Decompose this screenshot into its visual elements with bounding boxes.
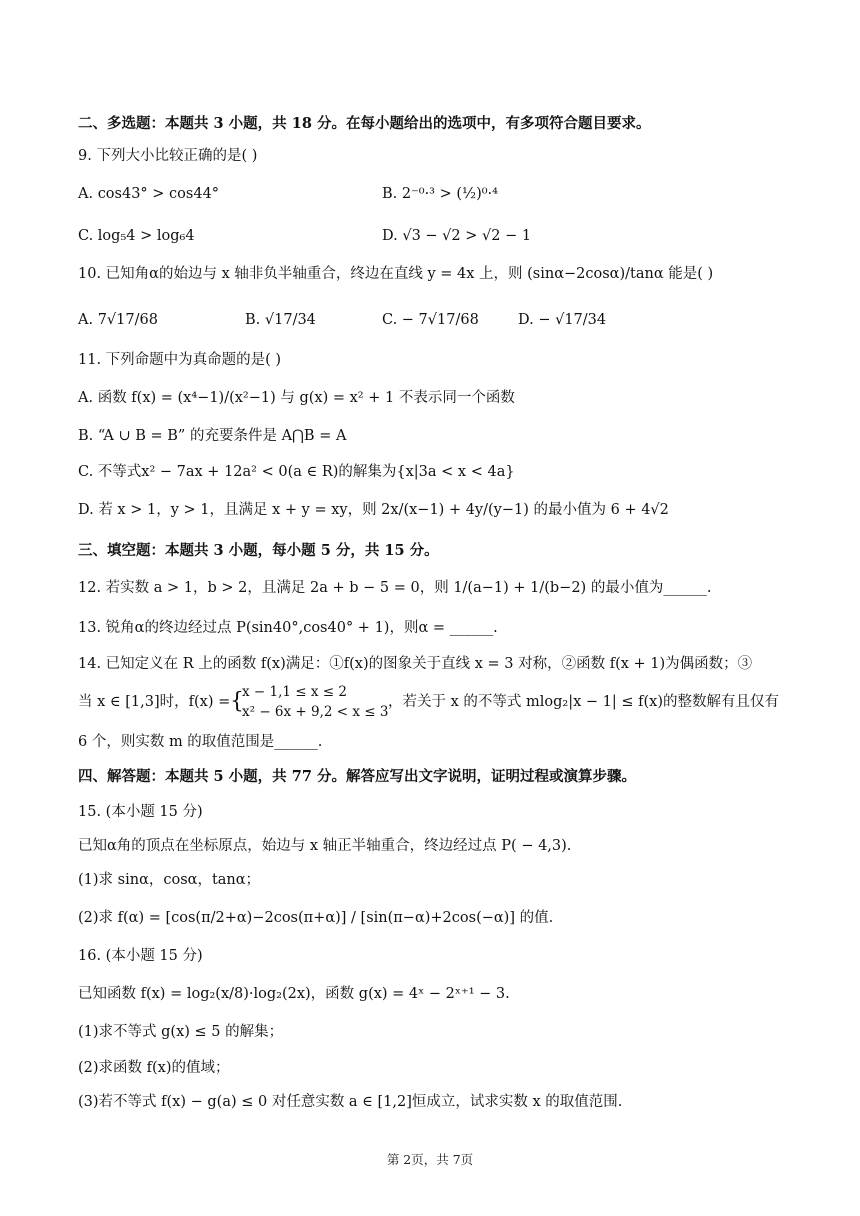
q14-case-2: x² − 6x + 9,2 < x ≤ 3	[242, 704, 389, 720]
q9-option-b: B. 2⁻⁰·³ > (½)⁰·⁴	[382, 186, 498, 202]
q9-option-c: C. log₅4 > log₆4	[78, 228, 195, 244]
q10-stem: 10. 已知角α的始边与 x 轴非负半轴重合，终边在直线 y = 4x 上，则 (sinα−2cosα)/tanα 能是( )	[78, 266, 714, 282]
page-footer: 第 2页，共 7页	[386, 1152, 474, 1167]
q14-case-1: x − 1,1 ≤ x ≤ 2	[242, 684, 347, 700]
q10-option-b: B. √17/34	[245, 312, 316, 328]
q16-part-3: (3)若不等式 f(x) − g(a) ≤ 0 对任意实数 a ∈ [1,2]恒成立，试求实数 x 的取值范围.	[78, 1094, 623, 1110]
q11-option-a: A. 函数 f(x) = (x⁴−1)/(x²−1) 与 g(x) = x² + 1 不表示同一个函数	[78, 390, 515, 406]
q14-line2-end: ，若关于 x 的不等式 mlog₂|x − 1| ≤ f(x)的整数解有且仅有	[388, 694, 779, 710]
q15-head: 15. (本小题 15 分)	[78, 804, 203, 820]
q11-stem: 11. 下列命题中为真命题的是( )	[78, 352, 282, 368]
q11-option-d: D. 若 x > 1，y > 1，且满足 x + y = xy，则 2x/(x−1) + 4y/(y−1) 的最小值为 6 + 4√2	[78, 502, 669, 518]
q9-option-d: D. √3 − √2 > √2 − 1	[382, 228, 532, 244]
section-multi-choice: 二、多选题：本题共 3 小题，共 18 分。在每小题给出的选项中，有多项符合题目要求。	[78, 115, 651, 132]
q14-brace: {	[230, 689, 244, 714]
q11-option-b: B. “A ∪ B = B” 的充要条件是 A⋂B = A	[78, 428, 347, 444]
q15-part-1: (1)求 sinα，cosα，tanα；	[78, 872, 261, 888]
q14-line3: 6 个，则实数 m 的取值范围是______.	[78, 734, 323, 750]
q10-option-c: C. − 7√17/68	[382, 312, 479, 328]
q12: 12. 若实数 a > 1，b > 2，且满足 2a + b − 5 = 0，则 1/(a−1) + 1/(b−2) 的最小值为______.	[78, 580, 712, 596]
q9-option-a: A. cos43° > cos44°	[78, 186, 220, 202]
q11-option-c: C. 不等式x² − 7ax + 12a² < 0(a ∈ R)的解集为{x|3a < x < 4a}	[78, 464, 515, 480]
section-solve: 四、解答题：本题共 5 小题，共 77 分。解答应写出文字说明，证明过程或演算步骤。	[78, 768, 636, 785]
q16-part-1: (1)求不等式 g(x) ≤ 5 的解集；	[78, 1024, 284, 1040]
q13: 13. 锐角α的终边经过点 P(sin40°,cos40° + 1)，则α = ______.	[78, 620, 498, 636]
q15-stem: 已知α角的顶点在坐标原点，始边与 x 轴正半轴重合，终边经过点 P( − 4,3).	[78, 838, 572, 854]
q9-stem: 9. 下列大小比较正确的是( )	[78, 148, 258, 164]
q16-stem: 已知函数 f(x) = log₂(x/8)·log₂(2x)，函数 g(x) = 4ˣ − 2ˣ⁺¹ − 3.	[78, 986, 510, 1002]
q16-part-2: (2)求函数 f(x)的值域；	[78, 1060, 230, 1076]
q14-line2-start: 当 x ∈ [1,3]时，f(x) =	[78, 694, 231, 710]
q10-option-d: D. − √17/34	[518, 312, 607, 328]
section-fill-blank: 三、填空题：本题共 3 小题，每小题 5 分，共 15 分。	[78, 542, 439, 559]
q14-line1: 14. 已知定义在 R 上的函数 f(x)满足：①f(x)的图象关于直线 x = 3 对称，②函数 f(x + 1)为偶函数；③	[78, 656, 753, 672]
q10-option-a: A. 7√17/68	[78, 312, 158, 328]
q15-part-2: (2)求 f(α) = [cos(π/2+α)−2cos(π+α)] / [sin(π−α)+2cos(−α)] 的值.	[78, 910, 554, 926]
q16-head: 16. (本小题 15 分)	[78, 948, 203, 964]
